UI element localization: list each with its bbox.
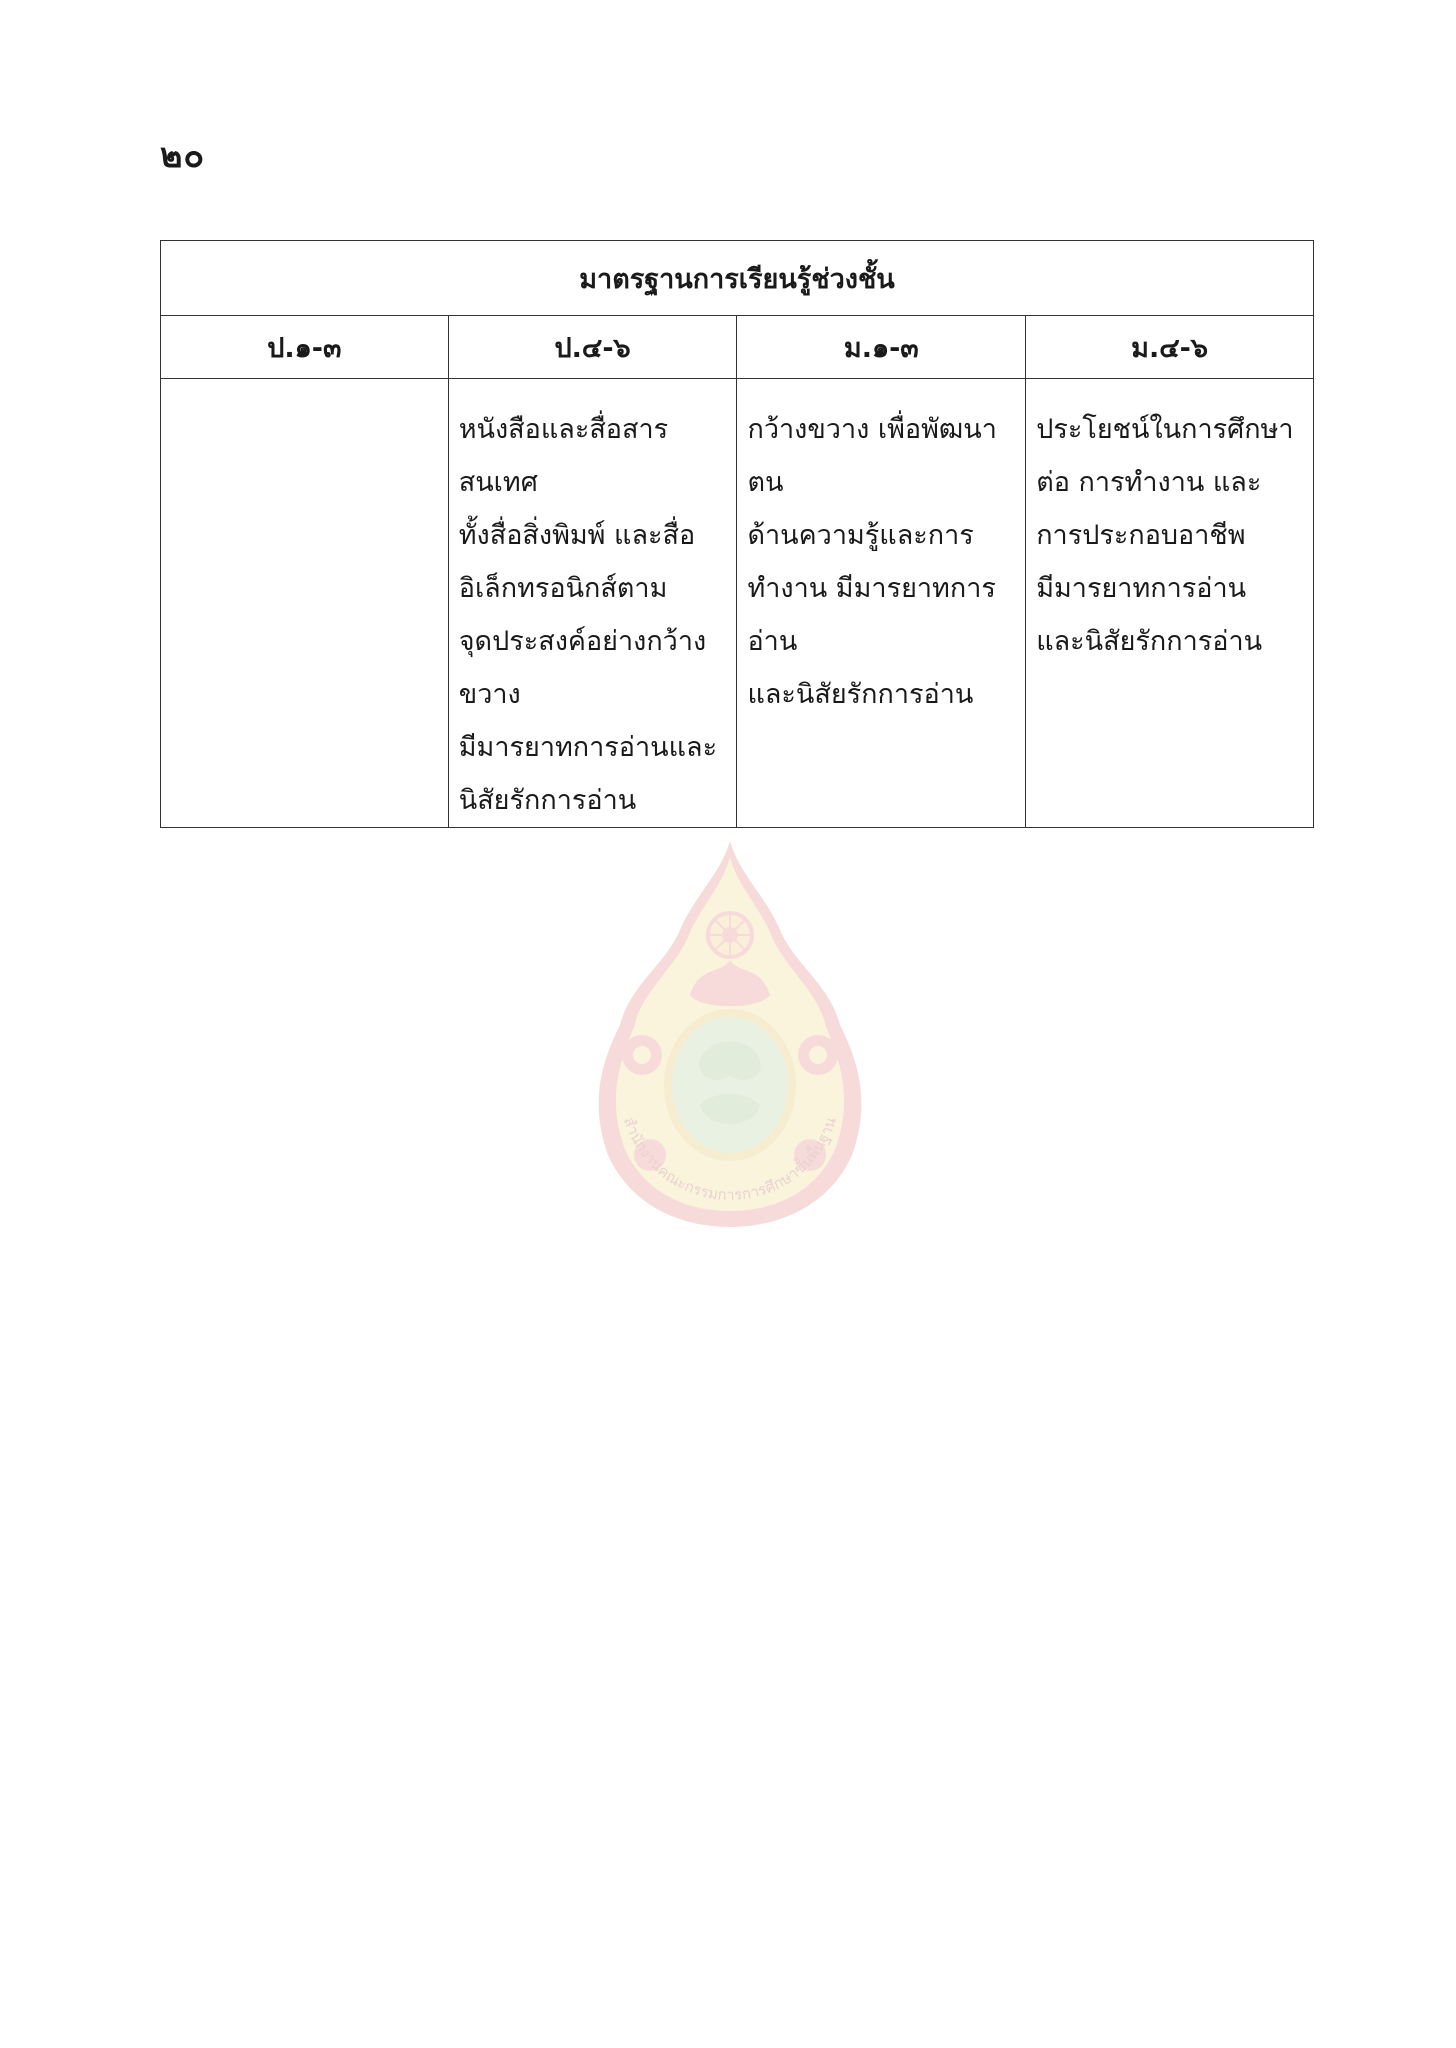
level-header-p4-6: ป.๔-๖: [448, 316, 737, 379]
level-header-m1-3: ม.๑-๓: [737, 316, 1026, 379]
table-cell-p4-6: หนังสือและสื่อสารสนเทศ ทั้งสื่อสิ่งพิมพ์ และสื่อ อิเล็กทรอนิกส์ตาม จุดประสงค์อย่างกว้างขวาง มีมารยาทการอ่านและ นิสัยรักการอ่าน: [448, 379, 737, 828]
page-number: ๒๐: [160, 136, 206, 176]
table-header-row: [161, 316, 1314, 379]
table-title-row: [161, 241, 1314, 316]
table-cell-p1-3: [161, 379, 449, 828]
seal-ring-text: สำนักงานคณะกรรมการการศึกษาขั้นพื้นฐาน: [619, 1114, 840, 1205]
table-row: [161, 379, 1314, 828]
seal-central-emblem: [668, 1013, 792, 1157]
learning-standards-table: [160, 240, 1314, 828]
table-title: มาตรฐานการเรียนรู้ช่วงชั้น: [161, 241, 1314, 316]
table-cell-m1-3: กว้างขวาง เพื่อพัฒนาตน ด้านความรู้และการ ทำงาน มีมารยาทการอ่าน และนิสัยรักการอ่าน: [737, 379, 1026, 828]
obec-seal-watermark: [590, 835, 870, 1230]
table-cell-m4-6: ประโยชน์ในการศึกษา ต่อ การทำงาน และ การประกอบอาชีพ มีมารยาทการอ่าน และนิสัยรักการอ่าน: [1026, 379, 1314, 828]
level-header-p1-3: ป.๑-๓: [161, 316, 449, 379]
level-header-m4-6: ม.๔-๖: [1026, 316, 1314, 379]
